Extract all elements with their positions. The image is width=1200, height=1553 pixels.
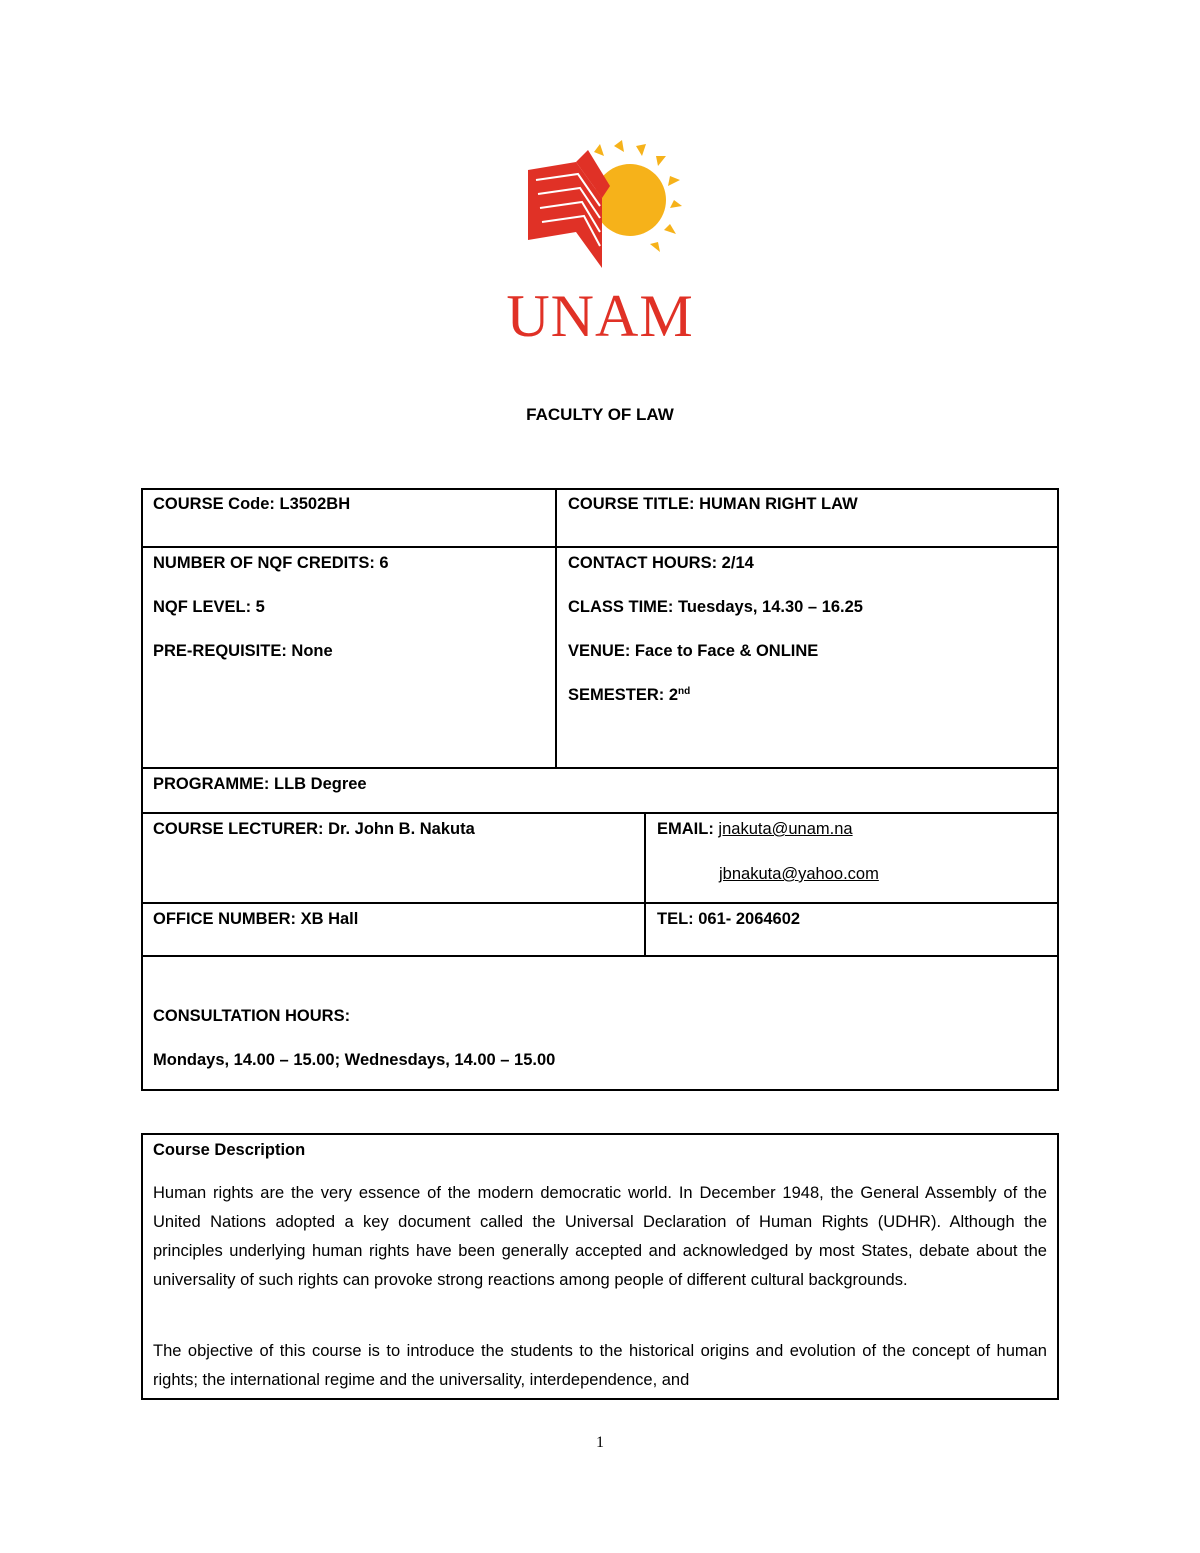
email-row bbox=[657, 819, 853, 839]
nqf-credits: NUMBER OF NQF CREDITS: 6 bbox=[153, 554, 389, 572]
faculty-heading: FACULTY OF LAW bbox=[526, 405, 674, 424]
nqf-level: NQF LEVEL: 5 bbox=[153, 598, 265, 616]
prerequisite: PRE-REQUISITE: None bbox=[153, 642, 333, 660]
course-title: COURSE TITLE: HUMAN RIGHT LAW bbox=[568, 495, 858, 513]
table-divider bbox=[141, 955, 1059, 957]
email-link-yahoo[interactable]: jbnakuta@yahoo.com bbox=[719, 865, 879, 883]
table-divider bbox=[644, 812, 646, 957]
contact-hours: CONTACT HOURS: 2/14 bbox=[568, 554, 754, 572]
course-lecturer: COURSE LECTURER: Dr. John B. Nakuta bbox=[153, 820, 475, 838]
unam-logo bbox=[484, 140, 716, 349]
description-paragraph: Human rights are the very essence of the modern democratic world. In December 1948, the General Assembly of the United Nations adopted a key document called the Universal Declaration of Human Rights (UDHR). Although the principles underlying human rights have been generally accepted and acknowledged by most States, debate about the universality of such rights can provoke strong reactions among people of different cultural backgrounds. bbox=[153, 1184, 1047, 1289]
table-divider bbox=[141, 902, 1059, 904]
venue: VENUE: Face to Face & ONLINE bbox=[568, 642, 819, 660]
office-number: OFFICE NUMBER: XB Hall bbox=[153, 910, 359, 928]
programme: PROGRAMME: LLB Degree bbox=[153, 775, 367, 793]
course-description-title: Course Description bbox=[153, 1141, 306, 1159]
table-divider bbox=[141, 812, 1059, 814]
book-sun-emblem-icon bbox=[484, 140, 716, 280]
table-divider bbox=[141, 546, 1059, 548]
description-paragraph: The objective of this course is to introduce the students to the historical origins and evolution of the concept of human rights; the international regime and the universality, interdependence, and bbox=[153, 1342, 1047, 1389]
semester-suffix: nd bbox=[678, 686, 691, 697]
consultation-times: Mondays, 14.00 – 15.00; Wednesdays, 14.00 – 15.00 bbox=[153, 1051, 556, 1069]
semester-label: SEMESTER: 2 bbox=[568, 686, 679, 704]
class-time: CLASS TIME: Tuesdays, 14.30 – 16.25 bbox=[568, 598, 863, 616]
email-label: EMAIL: bbox=[657, 820, 714, 838]
table-divider bbox=[141, 767, 1059, 769]
unam-wordmark: UNAM bbox=[506, 283, 694, 349]
table-divider bbox=[555, 488, 557, 769]
telephone: TEL: 061- 2064602 bbox=[657, 910, 801, 928]
consultation-label: CONSULTATION HOURS: bbox=[153, 1007, 351, 1025]
semester bbox=[568, 685, 690, 705]
email-link-unam[interactable]: jnakuta@unam.na bbox=[718, 820, 853, 838]
page-number: 1 bbox=[596, 1434, 604, 1451]
course-code: COURSE Code: L3502BH bbox=[153, 495, 351, 513]
